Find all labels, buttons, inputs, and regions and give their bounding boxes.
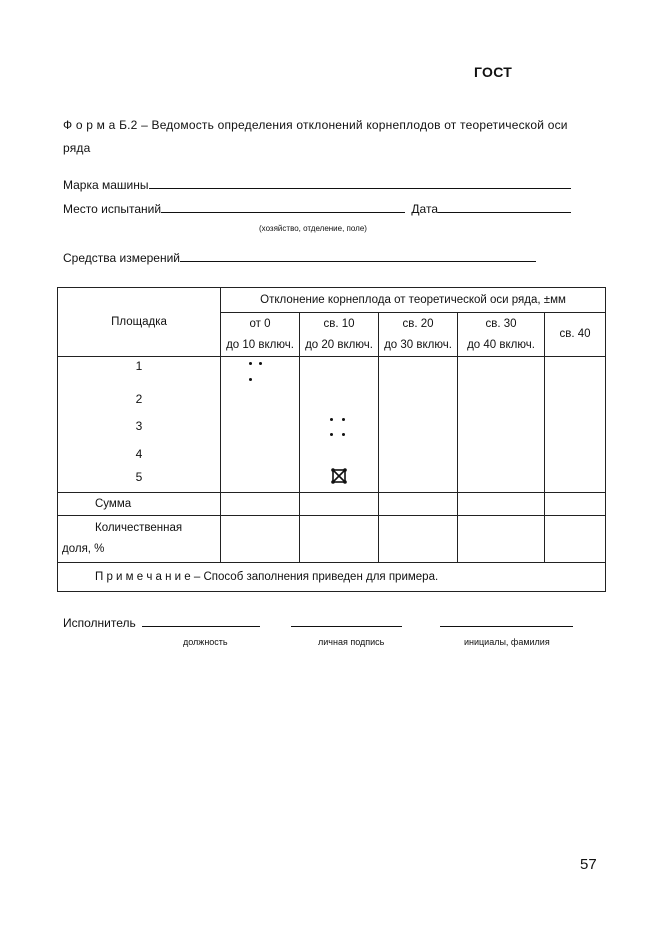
column-header-line2: до 30 включ. — [384, 338, 452, 351]
test-place-hint: (хозяйство, отделение, поле) — [259, 224, 367, 233]
plot-header: Площадка — [58, 288, 221, 357]
table-header-row — [58, 288, 606, 313]
position-input-line[interactable] — [142, 615, 260, 627]
date-label: Дата — [411, 202, 438, 216]
plot-number: 1 — [135, 359, 143, 373]
sum-cell[interactable] — [545, 493, 606, 516]
column-header-line1: св. 20 — [402, 317, 434, 330]
plot-number: 2 — [135, 392, 143, 406]
column-header-line2: до 20 включ. — [305, 338, 373, 351]
table-row-note — [58, 563, 606, 592]
share-label-line1: Количественная — [95, 522, 183, 534]
plots-cell — [58, 357, 221, 493]
name-caption: инициалы, фамилия — [464, 637, 550, 647]
plot-number: 4 — [135, 447, 143, 461]
position-caption: должность — [183, 637, 228, 647]
date-input-line[interactable] — [438, 201, 571, 213]
test-place-label: Место испытаний — [63, 202, 162, 216]
tally-dot — [249, 378, 252, 381]
note-text: – Способ заполнения приведен для примера. — [190, 571, 439, 583]
share-cell[interactable] — [458, 516, 545, 563]
form-title-text: Б.2 – Ведомость определения отклонений корнеплодов от теоретической оси ряда — [63, 118, 568, 155]
column-header-line1: св. 30 — [485, 317, 517, 330]
page-number: 57 — [580, 856, 597, 873]
column-header-line1: от 0 — [249, 317, 271, 330]
tally-dot — [249, 362, 252, 365]
column-header-over-40 — [545, 313, 606, 357]
note-prefix: П р и м е ч а н и е — [95, 571, 191, 583]
tally-dot — [342, 418, 345, 421]
sum-cell[interactable] — [379, 493, 458, 516]
machine-label: Марка машины — [63, 178, 149, 192]
plot-number: 5 — [135, 470, 143, 484]
tally-cell-30-40[interactable] — [458, 357, 545, 493]
table-row-plots — [58, 357, 606, 493]
machine-input-line[interactable] — [149, 177, 571, 189]
sum-cell[interactable] — [221, 493, 300, 516]
share-cell[interactable] — [379, 516, 458, 563]
tally-cell-0-10[interactable] — [221, 357, 300, 493]
form-title-prefix: Ф о р м а — [63, 118, 116, 132]
table-row-sum — [58, 493, 606, 516]
test-place-field — [63, 201, 571, 216]
column-header-line1: св. 40 — [559, 328, 591, 340]
signature-caption: личная подпись — [318, 637, 385, 647]
instruments-input-line[interactable] — [180, 250, 536, 262]
performer-label: Исполнитель — [63, 616, 136, 630]
tally-cell-20-30[interactable] — [379, 357, 458, 493]
instruments-field — [63, 250, 536, 265]
form-title — [63, 114, 593, 160]
column-header-10-20 — [300, 313, 379, 357]
name-input-line[interactable] — [440, 615, 573, 627]
sum-label: Сумма — [58, 493, 221, 516]
share-cell[interactable] — [545, 516, 606, 563]
column-header-line2: до 10 включ. — [226, 338, 294, 351]
sum-cell[interactable] — [300, 493, 379, 516]
column-header-30-40 — [458, 313, 545, 357]
column-header-20-30 — [379, 313, 458, 357]
share-label-line2: доля, % — [62, 543, 105, 555]
table-note — [58, 563, 606, 592]
tally-cell-10-20[interactable] — [300, 357, 379, 493]
sum-cell[interactable] — [458, 493, 545, 516]
tally-cell-over-40[interactable] — [545, 357, 606, 493]
column-header-0-10 — [221, 313, 300, 357]
tally-dot — [342, 433, 345, 436]
table-row-share — [58, 516, 606, 563]
signature-input-line[interactable] — [291, 615, 402, 627]
tally-dot — [330, 433, 333, 436]
test-place-input-line[interactable] — [161, 201, 405, 213]
deviation-header: Отклонение корнеплода от теоретической оси ряда, ±мм — [221, 288, 606, 313]
column-header-line1: св. 10 — [323, 317, 355, 330]
instruments-label: Средства измерений — [63, 251, 181, 265]
share-cell[interactable] — [300, 516, 379, 563]
deviation-table — [57, 287, 606, 592]
share-label — [58, 516, 221, 563]
share-cell[interactable] — [221, 516, 300, 563]
standard-header: ГОСТ — [474, 64, 513, 80]
tally-ten-mark-icon — [331, 468, 347, 484]
machine-field — [63, 177, 571, 192]
plot-number: 3 — [135, 419, 143, 433]
tally-dot — [330, 418, 333, 421]
tally-dot — [259, 362, 262, 365]
column-header-line2: до 40 включ. — [467, 338, 535, 351]
signature-row — [63, 615, 573, 630]
